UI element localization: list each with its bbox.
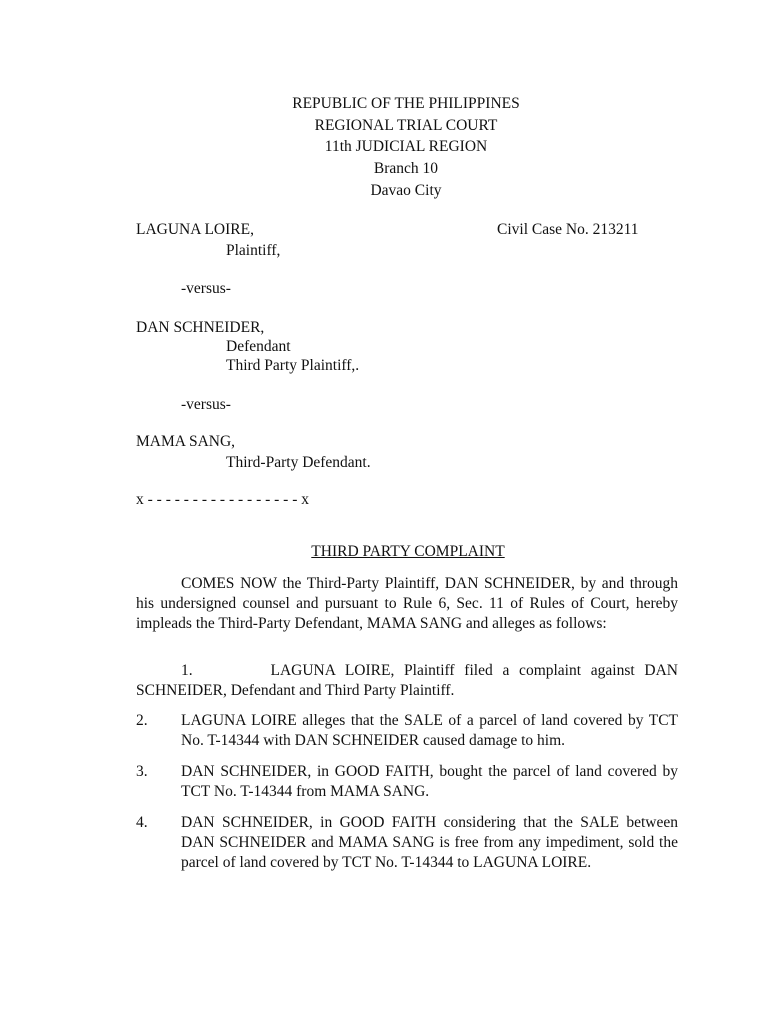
plaintiff-name: LAGUNA LOIRE, <box>136 221 254 238</box>
allegation-text: DAN SCHNEIDER, in GOOD FAITH, bought the parcel of land covered by TCT No. T-14344 from MAMA SANG. <box>181 763 678 800</box>
allegation-3 <box>136 762 678 802</box>
allegation-2 <box>136 711 678 751</box>
allegation-text: 1. LAGUNA LOIRE, Plaintiff filed a complaint against DAN SCHNEIDER, Defendant and Third Party Plaintiff. <box>136 662 678 699</box>
allegation-4 <box>136 813 678 873</box>
case-number: Civil Case No. 213211 <box>497 221 639 238</box>
allegation-1 <box>136 661 678 701</box>
intro-paragraph: COMES NOW the Third-Party Plaintiff, DAN SCHNEIDER, by and through his undersigned counsel and pursuant to Rule 6, Sec. 11 of Rules of Court, hereby impleads the Third-Party Defendant, MAMA SANG and alleges as follows: <box>136 575 678 632</box>
court-line-branch: Branch 10 <box>373 160 439 178</box>
defendant-role: Defendant <box>226 338 291 355</box>
court-line-republic: REPUBLIC OF THE PHILIPPINES <box>292 95 520 112</box>
court-line-rtc: REGIONAL TRIAL COURT <box>314 116 498 134</box>
versus-label-2: -versus- <box>181 396 231 413</box>
defendant-name: DAN SCHNEIDER, <box>136 319 265 336</box>
plaintiff-role: Plaintiff, <box>226 242 281 259</box>
third-party-plaintiff-role: Third Party Plaintiff,. <box>226 357 360 374</box>
caption-separator: x - - - - - - - - - - - - - - - - - x <box>136 491 309 508</box>
allegation-number: 4. <box>136 814 148 831</box>
allegation-number: 2. <box>136 712 148 729</box>
versus-label-1: -versus- <box>181 280 231 297</box>
court-line-region: 11th JUDICIAL REGION <box>324 138 488 156</box>
court-header <box>0 93 768 202</box>
allegation-text: LAGUNA LOIRE alleges that the SALE of a parcel of land covered by TCT No. T-14344 with DAN SCHNEIDER caused damage to him. <box>181 712 678 749</box>
document-title: THIRD PARTY COMPLAINT <box>311 543 505 560</box>
third-party-defendant-name: MAMA SANG, <box>136 433 236 450</box>
third-party-defendant-role: Third-Party Defendant. <box>226 454 371 471</box>
allegation-number: 3. <box>136 763 148 780</box>
allegation-text: DAN SCHNEIDER, in GOOD FAITH considering that the SALE between DAN SCHNEIDER and MAMA SANG is free from any impediment, sold the parcel of land covered by TCT No. T-14344 to LAGUNA LOIRE. <box>181 814 678 871</box>
court-line-city: Davao City <box>370 181 442 199</box>
